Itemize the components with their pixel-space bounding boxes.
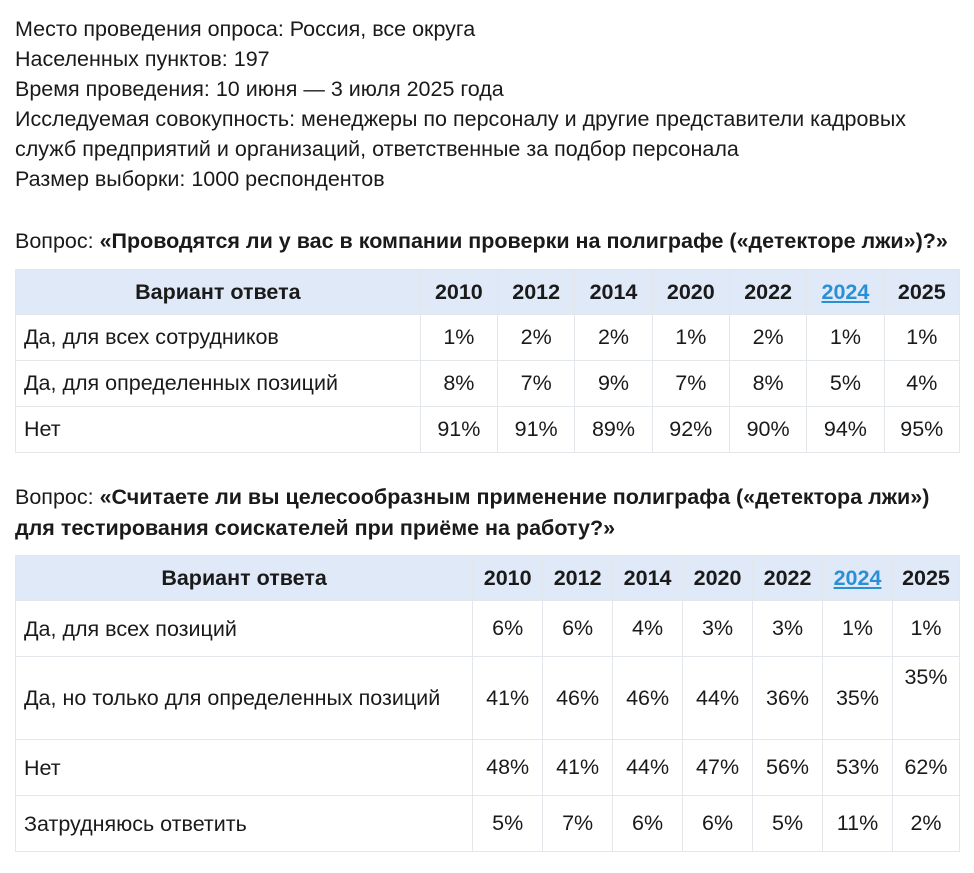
table-cell: 62% — [892, 740, 959, 796]
question-1-text: «Проводятся ли у вас в компании проверки на полиграфе («детекторе лжи»)?» — [99, 229, 948, 253]
table-cell: 92% — [652, 407, 729, 453]
table-row — [16, 796, 960, 852]
table-1-year-2022: 2022 — [729, 270, 806, 315]
table-cell: 90% — [729, 407, 806, 453]
table-cell: 9% — [575, 361, 652, 407]
table-cell: 41% — [543, 740, 613, 796]
table-cell: 46% — [613, 657, 683, 740]
table-cell: 1% — [652, 315, 729, 361]
table-1-header-label: Вариант ответа — [16, 270, 421, 315]
question-1 — [15, 226, 960, 257]
survey-page — [15, 14, 960, 852]
table-cell: 7% — [652, 361, 729, 407]
table-1-header-row — [16, 270, 960, 315]
table-cell: 94% — [807, 407, 884, 453]
table-cell: 5% — [807, 361, 884, 407]
table-2-year-2014: 2014 — [613, 556, 683, 601]
table-cell: 6% — [543, 601, 613, 657]
table-cell: 53% — [823, 740, 893, 796]
table-cell: 4% — [884, 361, 959, 407]
meta-sample: Размер выборки: 1000 респондентов — [15, 167, 385, 191]
table-polygraph-hiring — [15, 555, 960, 852]
table-1-year-2025: 2025 — [884, 270, 959, 315]
table-row — [16, 361, 960, 407]
table-cell: 2% — [729, 315, 806, 361]
table-cell: 6% — [473, 601, 543, 657]
table-2-year-2012: 2012 — [543, 556, 613, 601]
meta-population: Исследуемая совокупность: менеджеры по персоналу и другие представители кадровых служб предприятий и организаций, ответственные за подбор персонала — [15, 107, 907, 161]
question-2-prefix: Вопрос: — [15, 485, 100, 509]
table-2-row-label: Да, но только для определенных позиций — [16, 657, 473, 740]
table-2-year-2025: 2025 — [892, 556, 959, 601]
table-row — [16, 601, 960, 657]
table-cell: 41% — [473, 657, 543, 740]
table-cell: 44% — [613, 740, 683, 796]
table-cell: 2% — [575, 315, 652, 361]
survey-meta — [15, 14, 960, 194]
table-1-year-2010: 2010 — [420, 270, 497, 315]
table-1-row-label: Да, для всех сотрудников — [16, 315, 421, 361]
table-2-header-row — [16, 556, 960, 601]
table-1-year-2012: 2012 — [498, 270, 575, 315]
table-cell: 48% — [473, 740, 543, 796]
table-2-row-label: Затрудняюсь ответить — [16, 796, 473, 852]
table-cell: 8% — [420, 361, 497, 407]
table-2-year-2022: 2022 — [753, 556, 823, 601]
question-2 — [15, 482, 960, 544]
table-cell: 1% — [420, 315, 497, 361]
table-cell: 6% — [683, 796, 753, 852]
meta-settlements: Населенных пунктов: 197 — [15, 47, 270, 71]
table-cell: 1% — [892, 601, 959, 657]
table-cell: 3% — [753, 601, 823, 657]
table-1-year-2024 — [807, 270, 884, 315]
table-row — [16, 407, 960, 453]
table-polygraph-checks — [15, 269, 960, 453]
table-1-year-2020: 2020 — [652, 270, 729, 315]
table-cell: 5% — [473, 796, 543, 852]
meta-location: Место проведения опроса: Россия, все округа — [15, 17, 476, 41]
table-cell: 36% — [753, 657, 823, 740]
table-cell: 91% — [498, 407, 575, 453]
table-cell: 7% — [498, 361, 575, 407]
table-cell: 1% — [807, 315, 884, 361]
table-cell: 56% — [753, 740, 823, 796]
table-1-row-label: Да, для определенных позиций — [16, 361, 421, 407]
table-2-year-2020: 2020 — [683, 556, 753, 601]
table-2-year-2024 — [823, 556, 893, 601]
question-2-text: «Считаете ли вы целесообразным применение полиграфа («детектора лжи») для тестирования соискателей при приёме на работу?» — [15, 485, 930, 540]
table-cell: 1% — [884, 315, 959, 361]
table-2-year-2010: 2010 — [473, 556, 543, 601]
table-cell: 91% — [420, 407, 497, 453]
table-2-header-label: Вариант ответа — [16, 556, 473, 601]
table-cell: 47% — [683, 740, 753, 796]
table-cell: 11% — [823, 796, 893, 852]
table-cell: 35% — [892, 657, 959, 740]
table-cell: 6% — [613, 796, 683, 852]
table-cell: 95% — [884, 407, 959, 453]
table-cell: 4% — [613, 601, 683, 657]
table-cell: 7% — [543, 796, 613, 852]
table-2-row-label: Да, для всех позиций — [16, 601, 473, 657]
meta-period: Время проведения: 10 июня — 3 июля 2025 года — [15, 77, 504, 101]
table-2-row-label: Нет — [16, 740, 473, 796]
table-1-year-2024-link[interactable]: 2024 — [821, 279, 870, 304]
table-cell: 2% — [498, 315, 575, 361]
table-1-row-label: Нет — [16, 407, 421, 453]
table-cell: 35% — [823, 657, 893, 740]
table-cell: 5% — [753, 796, 823, 852]
question-1-prefix: Вопрос: — [15, 229, 100, 253]
table-cell: 1% — [823, 601, 893, 657]
table-cell: 3% — [683, 601, 753, 657]
table-cell: 8% — [729, 361, 806, 407]
table-cell: 2% — [892, 796, 959, 852]
table-row — [16, 657, 960, 740]
table-row — [16, 315, 960, 361]
table-1-year-2014: 2014 — [575, 270, 652, 315]
table-2-year-2024-link[interactable]: 2024 — [833, 565, 882, 590]
table-cell: 46% — [543, 657, 613, 740]
table-cell: 44% — [683, 657, 753, 740]
table-cell: 89% — [575, 407, 652, 453]
table-row — [16, 740, 960, 796]
